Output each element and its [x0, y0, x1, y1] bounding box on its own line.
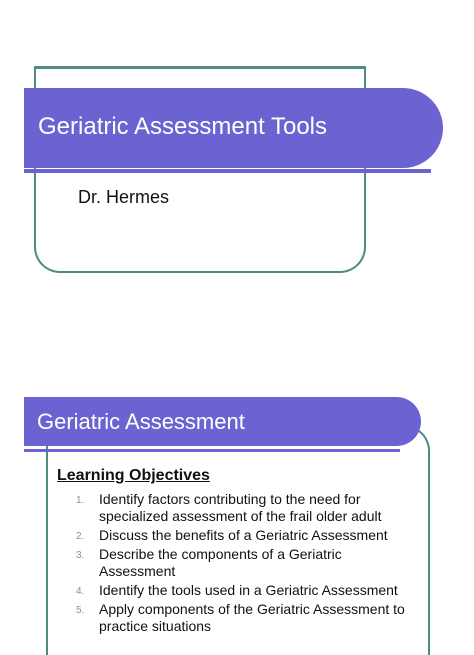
objective-number: 2.	[76, 531, 85, 542]
objective-number: 3.	[76, 550, 85, 561]
objective-text: Identify factors contributing to the need for specialized assessment of the frail older adult	[99, 491, 382, 524]
slide1-title-underline	[24, 169, 431, 173]
objective-item	[76, 491, 416, 525]
objective-text: Identify the tools used in a Geriatric Assessment	[99, 582, 398, 598]
objective-item	[76, 546, 416, 580]
objective-item	[76, 527, 416, 544]
slide1-subtitle: Dr. Hermes	[78, 187, 170, 207]
objective-number: 4.	[76, 586, 85, 597]
objective-item	[76, 582, 416, 599]
objectives-list	[76, 491, 416, 637]
slide1-title: Geriatric Assessment Tools	[38, 113, 327, 140]
objective-text: Apply components of the Geriatric Assessment to practice situations	[99, 601, 405, 634]
objective-item	[76, 601, 416, 635]
objective-number: 5.	[76, 605, 85, 616]
learning-objectives-heading: Learning Objectives	[57, 467, 210, 484]
objective-text: Discuss the benefits of a Geriatric Assessment	[99, 527, 388, 543]
objective-text: Describe the components of a Geriatric Assessment	[99, 546, 342, 579]
objective-number: 1.	[76, 495, 85, 506]
slide2-title-underline	[24, 449, 400, 452]
slide2-title: Geriatric Assessment	[37, 409, 245, 434]
